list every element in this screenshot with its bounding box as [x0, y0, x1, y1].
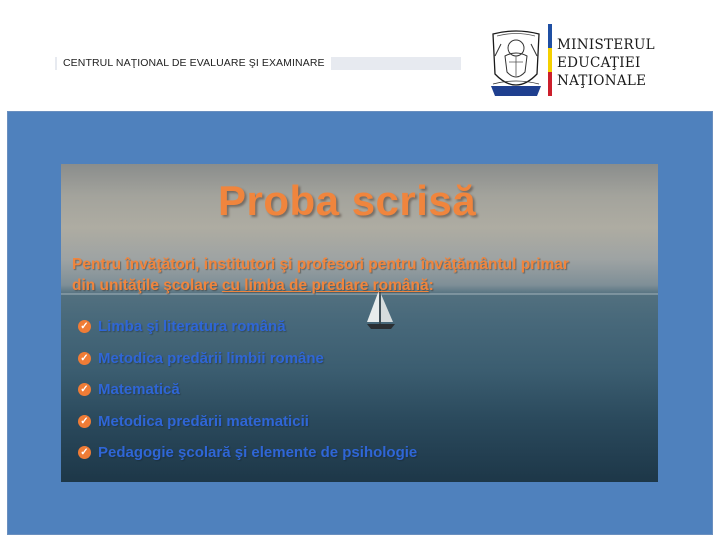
ministry-line-1: MINISTERUL: [557, 37, 655, 53]
ministry-name: [557, 36, 655, 90]
list-item-label: Metodica predării limbii române: [98, 349, 324, 367]
intro-line-2-prefix: din unităţile şcolare: [72, 277, 222, 294]
ministry-line-3: NAŢIONALE: [557, 73, 647, 89]
bullet-icon: ✓: [78, 320, 91, 333]
list-item: [78, 413, 417, 445]
list-item-label: Matematică: [98, 381, 180, 398]
list-item-label: Pedagogie şcolară şi elemente de psihologie: [98, 444, 418, 461]
flag-stripe: [548, 24, 552, 96]
list-item: [78, 350, 417, 382]
bullet-icon: ✓: [78, 383, 91, 396]
list-item-label: Metodica predării matematicii: [98, 412, 309, 430]
ministry-line-2: EDUCAŢIEI: [557, 55, 641, 71]
intro-line-2-underlined: cu limba de predare română: [221, 277, 429, 294]
intro-line-2-suffix: :: [428, 277, 434, 294]
list-item-label: Limba şi literatura română: [98, 318, 286, 335]
intro-line-1: Pentru învăţători, institutori şi profesori pentru învăţământul primar: [72, 256, 569, 273]
center-name: CENTRUL NAŢIONAL DE EVALUARE ŞI EXAMINARE: [57, 57, 331, 70]
list-item: [78, 318, 417, 350]
bullet-icon: ✓: [78, 446, 91, 459]
intro-text: [72, 254, 652, 296]
crest-icon: [487, 26, 545, 102]
exam-subjects-list: [78, 318, 417, 476]
list-item: [78, 381, 417, 413]
bullet-icon: ✓: [78, 415, 91, 428]
list-item: [78, 444, 417, 476]
slide-title: Proba scrisă: [218, 177, 477, 224]
bullet-icon: ✓: [78, 352, 91, 365]
intro-line-2: [72, 275, 652, 296]
